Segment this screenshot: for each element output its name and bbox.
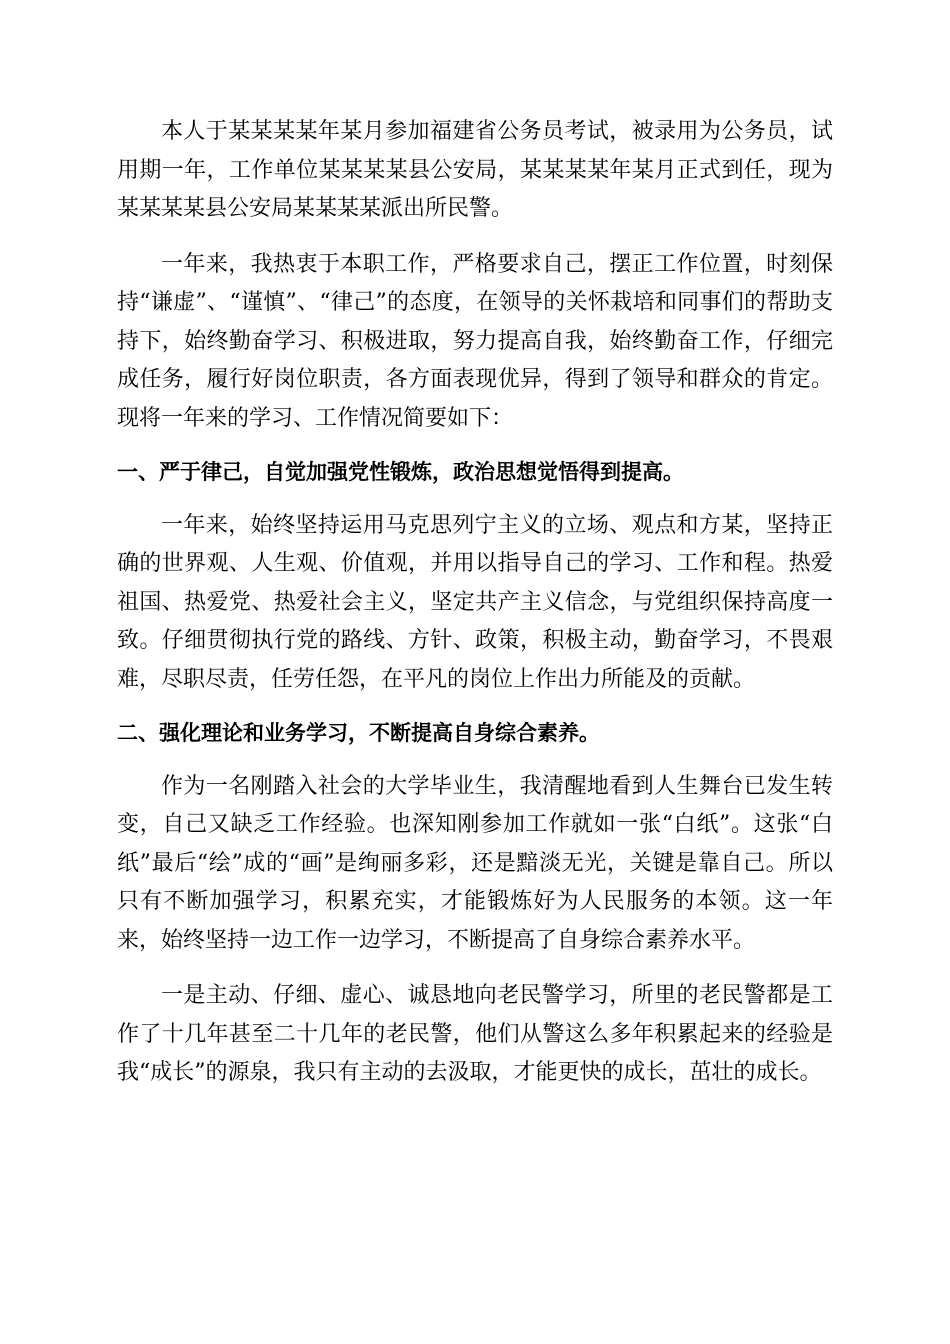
paragraph-study: 作为一名刚踏入社会的大学毕业生，我清醒地看到人生舞台已发生转变，自己又缺乏工作经验。也深知刚参加工作就如一张“白纸”。这张“白纸”最后“绘”成的“画”是绚丽多彩，还是黯淡无光，关键是靠自己。所以只有不断加强学习，积累充实，才能锻炼好为人民服务的本领。这一年来，始终坚持一边工作一边学习，不断提高了自身综合素养水平。	[117, 773, 833, 953]
paragraph-learn-from-veterans: 一是主动、仔细、虚心、诚恳地向老民警学习，所里的老民警都是工作了十几年甚至二十几年的老民警，他们从警这么多年积累起来的经验是我“成长”的源泉，我只有主动的去汲取，才能更快的成长，茁壮的成长。	[117, 983, 833, 1085]
section-heading-1: 一、严于律己，自觉加强党性锻炼，政治思想觉悟得到提高。	[117, 460, 684, 484]
document-body	[117, 113, 833, 1093]
section-heading-2: 二、强化理论和业务学习，不断提高自身综合素养。	[117, 721, 600, 745]
paragraph-intro: 本人于某某某某年某月参加福建省公务员考试，被录用为公务员，试用期一年，工作单位某某某某县公安局，某某某某年某月正式到任，现为某某某某县公安局某某某某派出所民警。	[117, 119, 833, 221]
paragraph-summary: 一年来，我热衷于本职工作，严格要求自己，摆正工作位置，时刻保持“谦虚”、“谨慎”、“律己”的态度，在领导的关怀栽培和同事们的帮助支持下，始终勤奋学习、积极进取，努力提高自我，始终勤奋工作，仔细完成任务，履行好岗位职责，各方面表现优异，得到了领导和群众的肯定。现将一年来的学习、工作情况简要如下：	[117, 251, 833, 431]
paragraph-political: 一年来，始终坚持运用马克思列宁主义的立场、观点和方某，坚持正确的世界观、人生观、价值观，并用以指导自己的学习、工作和程。热爱祖国、热爱党、热爱社会主义，坚定共产主义信念，与党组织保持高度一致。仔细贯彻执行党的路线、方针、政策，积极主动，勤奋学习，不畏艰难，尽职尽责，任劳任怨，在平凡的岗位上作出力所能及的贡献。	[117, 512, 833, 692]
